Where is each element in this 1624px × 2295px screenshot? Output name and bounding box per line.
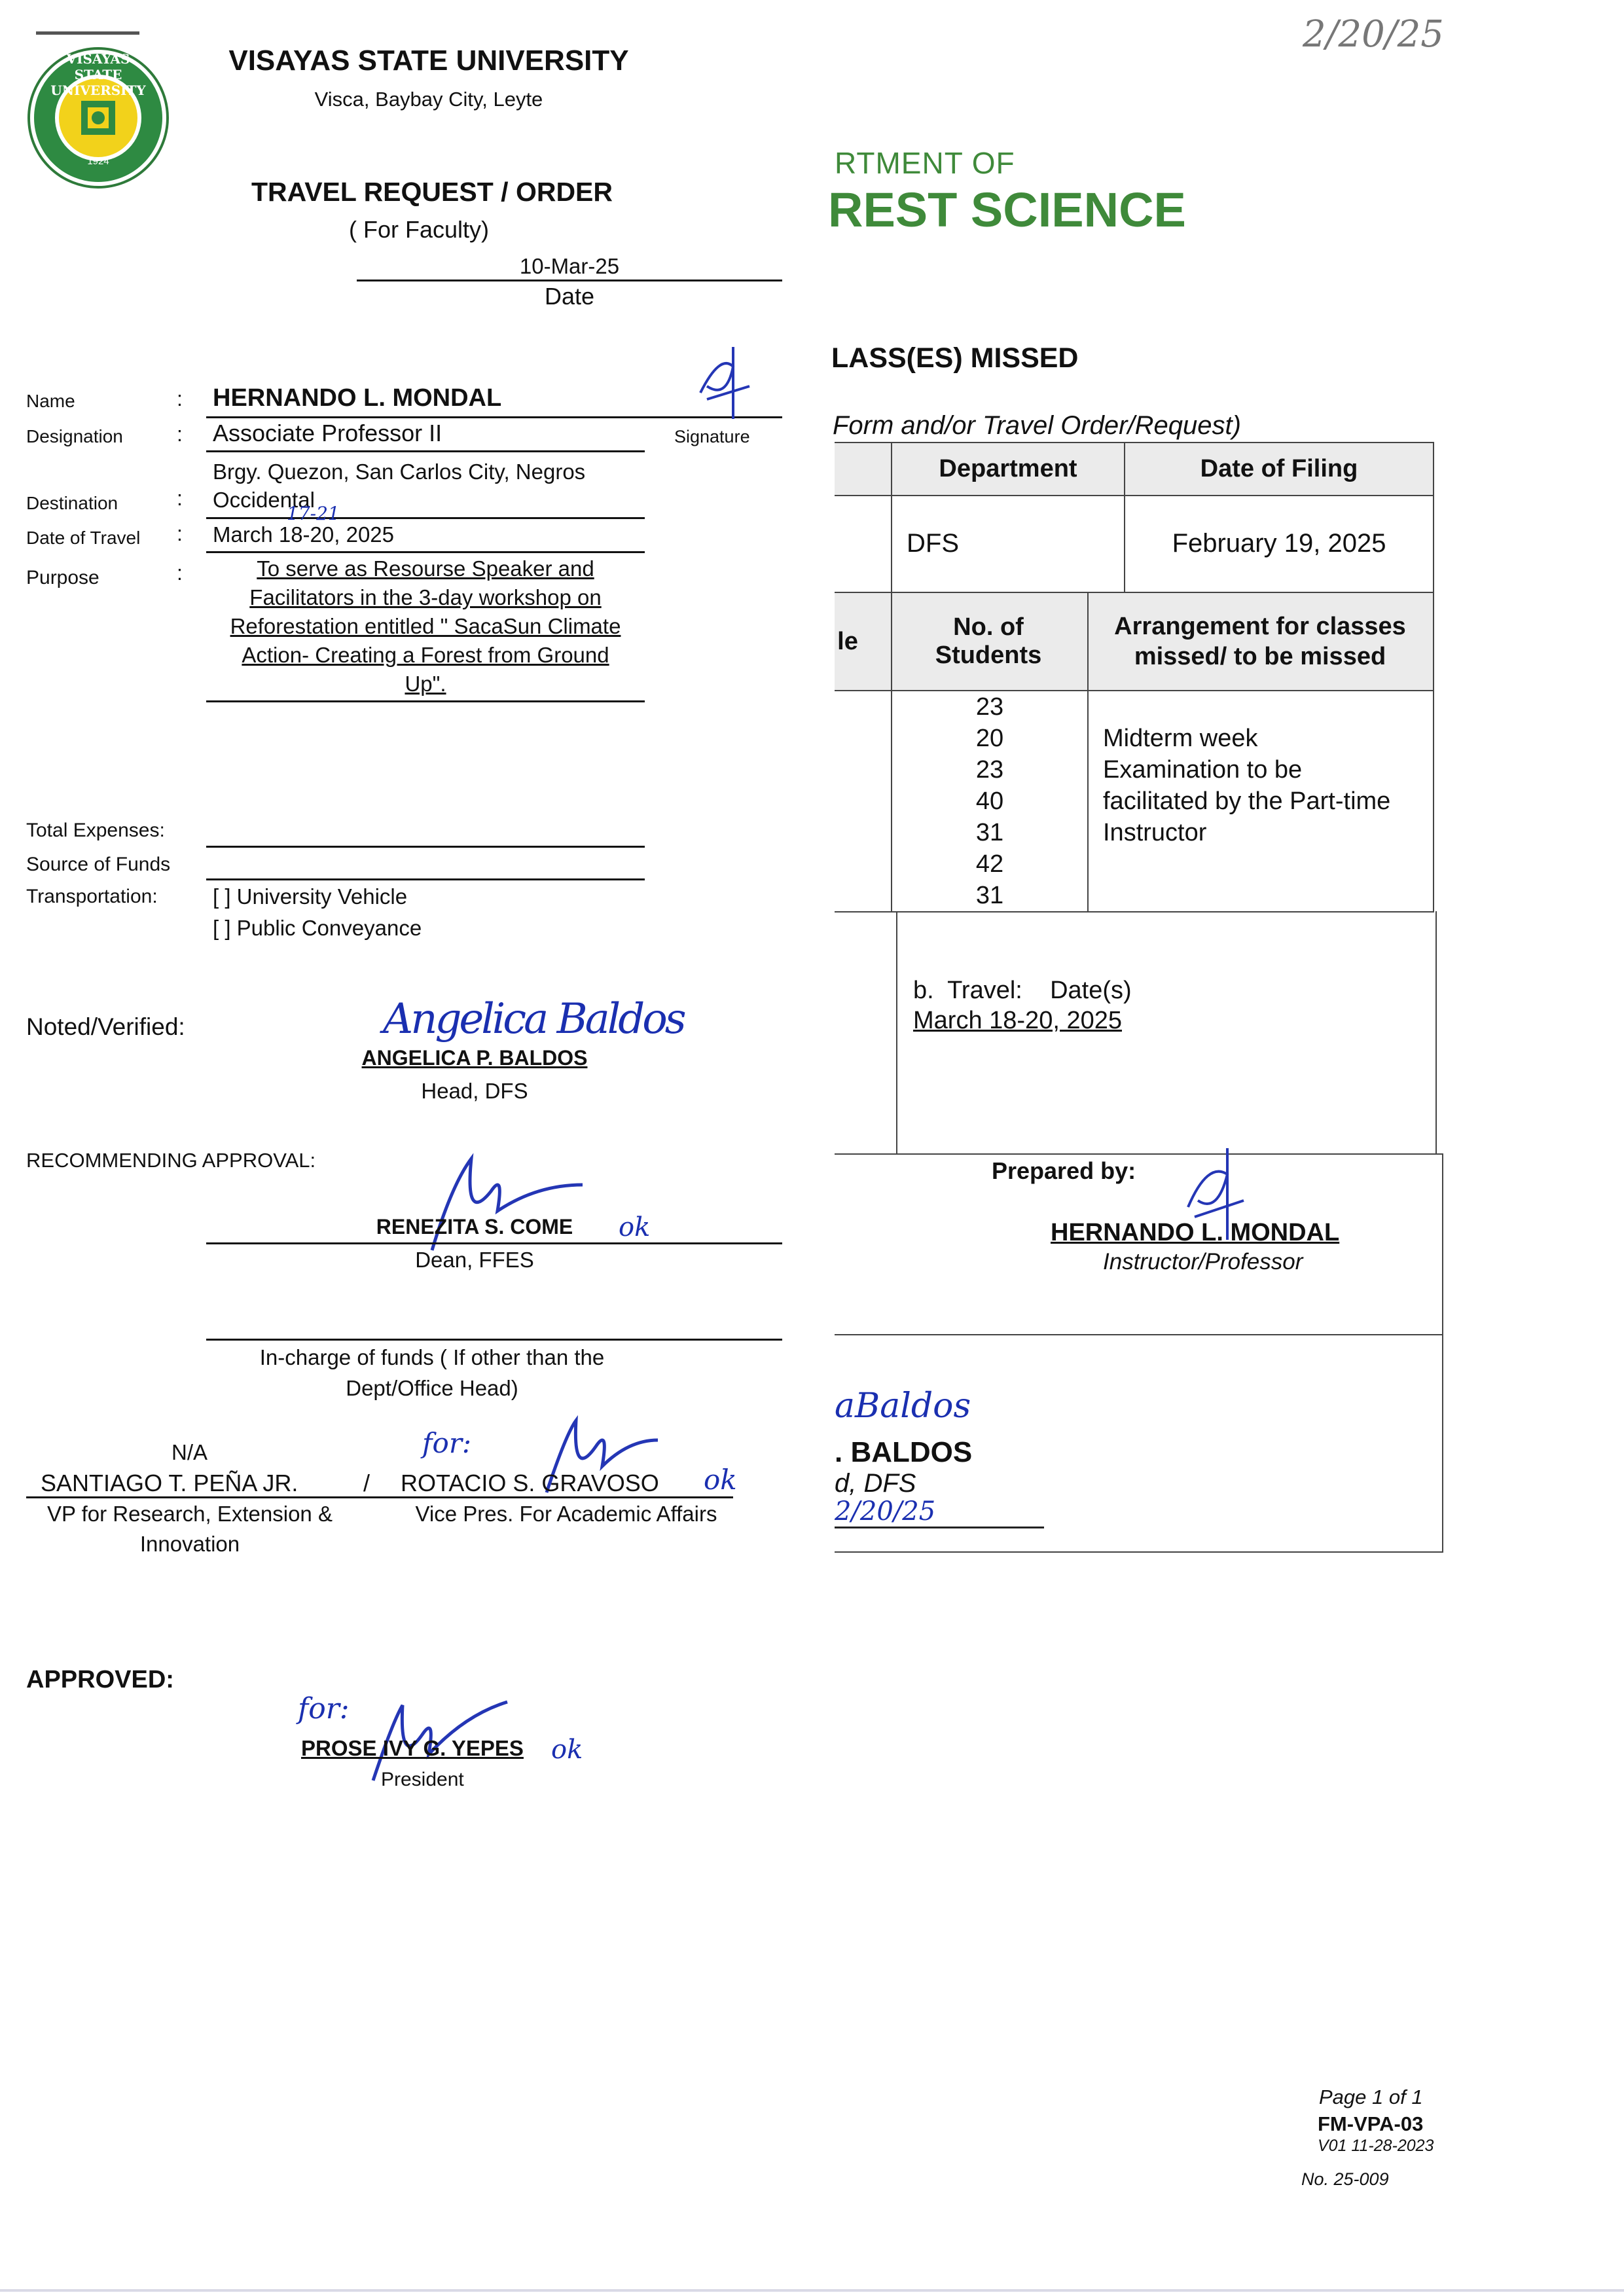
head-date: 2/20/25 [835, 1496, 936, 1527]
department-value: DFS [907, 529, 959, 558]
university-name: VISAYAS STATE UNIVERSITY [228, 45, 629, 77]
seal-year: 1924 [87, 156, 109, 167]
travel-label: b. Travel: Date(s) [913, 977, 1132, 1004]
option-university-vehicle[interactable]: [ ] University Vehicle [213, 884, 408, 909]
student-count: 23 [975, 756, 1004, 784]
purpose-underline [206, 700, 645, 702]
prepared-title: Instructor/Professor [1103, 1249, 1303, 1274]
students-list [892, 691, 1087, 911]
back-section-title: LASS(ES) MISSED [831, 342, 1079, 374]
prepared-label: Prepared by: [992, 1157, 1136, 1184]
destination-label: Destination [26, 493, 118, 513]
back-table-row-1 [835, 495, 1434, 593]
student-count: 31 [975, 882, 1004, 909]
name-value: HERNANDO L. MONDAL [213, 384, 502, 412]
head-signature: aBaldos [835, 1386, 971, 1426]
purpose-label: Purpose [26, 567, 99, 588]
na-label: N/A [171, 1440, 208, 1464]
back-table-travel [835, 911, 1437, 1155]
vp-academic-initial: ok [704, 1464, 737, 1496]
approved-label: APPROVED: [26, 1666, 174, 1693]
vp-research-title-1: VP for Research, Extension & [47, 1502, 333, 1526]
arrangement-line: Instructor [1103, 819, 1207, 846]
footer-page: Page 1 of 1 [1319, 2086, 1423, 2108]
noted-title: Head, DFS [421, 1079, 528, 1103]
vp-academic-title: Vice Pres. For Academic Affairs [415, 1502, 717, 1526]
noted-name: ANGELICA P. BALDOS [361, 1046, 588, 1070]
total-expenses-label: Total Expenses: [26, 820, 165, 841]
travel-dates: March 18-20, 2025 [913, 1007, 1122, 1034]
purpose-line-2: Facilitators in the 3-day workshop on [249, 585, 602, 609]
back-subtitle: Form and/or Travel Order/Request) [833, 411, 1241, 440]
bottom-rule [0, 2289, 1624, 2292]
colon: : [177, 561, 183, 585]
col-arrangement: Arrangement for classes missed/ to be missed [1114, 613, 1406, 670]
dean-underline [206, 1242, 782, 1244]
dean-initial: ok [619, 1212, 651, 1242]
president-initial: ok [551, 1735, 583, 1765]
colon: : [177, 387, 183, 410]
destination-underline [206, 517, 645, 519]
back-table-prepared [835, 1153, 1443, 1335]
back-dept-line1: RTMENT OF [835, 146, 1015, 180]
destination-line1: Brgy. Quezon, San Carlos City, Negros [213, 460, 586, 484]
date-filing-value: February 19, 2025 [1172, 528, 1386, 558]
col-students: No. of Students [935, 613, 1042, 669]
back-dept-line2: REST SCIENCE [828, 183, 1186, 237]
col-date-filing: Date of Filing [1200, 455, 1358, 482]
funds-line [206, 1339, 782, 1341]
student-count: 23 [975, 693, 1004, 721]
travel-date-correction: 17-21 [287, 503, 340, 524]
source-of-funds-label: Source of Funds [26, 854, 171, 875]
colon: : [177, 422, 183, 446]
for-mark-vp: for: [422, 1427, 472, 1459]
date-value: 10-Mar-25 [519, 254, 620, 278]
top-rule [36, 31, 139, 35]
student-count: 42 [975, 850, 1004, 878]
designation-value: Associate Professor II [213, 420, 442, 446]
vp-underline [26, 1496, 733, 1498]
transportation-label: Transportation: [26, 886, 158, 907]
student-count: 20 [975, 725, 1004, 752]
designation-label: Designation [26, 426, 123, 446]
president-title: President [381, 1769, 464, 1790]
footer-version: V01 11-28-2023 [1318, 2137, 1434, 2155]
head-name: . BALDOS [835, 1436, 973, 1468]
arrangement-line: facilitated by the Part-time [1103, 787, 1391, 815]
back-table-header-1 [835, 442, 1434, 496]
dean-title: Dean, FFES [415, 1248, 534, 1272]
form-subtitle: ( For Faculty) [348, 216, 489, 243]
designation-underline [206, 450, 645, 452]
purpose-line-3: Reforestation entitled " SacaSun Climate [230, 614, 621, 638]
name-signature [694, 340, 753, 441]
president-name: PROSE IVY G. YEPES [301, 1736, 524, 1760]
date-underline [357, 280, 782, 281]
back-table-head [835, 1334, 1443, 1553]
footer-form-code: FM-VPA-03 [1318, 2112, 1424, 2135]
purpose-line-1: To serve as Resourse Speaker and [257, 556, 594, 581]
travel-date-value: March 18-20, 2025 [213, 522, 395, 547]
for-mark-president: for: [298, 1692, 350, 1726]
name-label: Name [26, 391, 75, 411]
form-title: TRAVEL REQUEST / ORDER [251, 177, 613, 207]
student-count: 31 [975, 819, 1004, 846]
date-label: Date [544, 283, 595, 310]
footer-number: No. 25-009 [1301, 2169, 1389, 2189]
funds-label-1: In-charge of funds ( If other than the [259, 1345, 605, 1369]
col-department: Department [939, 455, 1077, 482]
source-of-funds-line [206, 878, 645, 880]
colon: : [177, 522, 183, 545]
total-expenses-line [206, 846, 645, 848]
dean-name: RENEZITA S. COME [376, 1215, 573, 1238]
back-table-row-2 [835, 690, 1434, 913]
name-separator: / [363, 1470, 370, 1496]
travel-date-underline [206, 551, 645, 553]
back-table-header-2 [835, 592, 1434, 691]
purpose-line-4: Action- Creating a Forest from Ground [242, 643, 609, 667]
prepared-name: HERNANDO L. MONDAL [1051, 1219, 1340, 1246]
student-count: 40 [975, 787, 1004, 815]
seal-text: VISAYAS STATE UNIVERSITY [50, 51, 146, 98]
destination-line2: Occidental [213, 488, 315, 512]
col-partial: le [837, 627, 858, 655]
vp-research-name: SANTIAGO T. PEÑA JR. [41, 1470, 298, 1496]
recommending-label: RECOMMENDING APPROVAL: [26, 1149, 316, 1172]
noted-label: Noted/Verified: [26, 1013, 185, 1040]
arrangement-text [1103, 723, 1390, 848]
option-public-conveyance[interactable]: [ ] Public Conveyance [213, 916, 422, 940]
corner-handwritten-date: 2/20/25 [1303, 13, 1444, 56]
signature-label: Signature [674, 427, 750, 446]
arrangement-line: Examination to be [1103, 756, 1303, 784]
arrangement-line: Midterm week [1103, 725, 1258, 752]
vp-academic-name: ROTACIO S. GRAVOSO [401, 1470, 659, 1496]
travel-date-label: Date of Travel [26, 528, 141, 548]
colon: : [177, 486, 183, 510]
head-title: d, DFS [835, 1469, 916, 1498]
vp-research-title-2: Innovation [139, 1532, 240, 1556]
university-seal [26, 46, 170, 190]
purpose-line-5: Up". [405, 672, 446, 696]
noted-signature: Angelica Baldos [383, 995, 684, 1043]
university-address: Visca, Baybay City, Leyte [314, 88, 543, 111]
funds-label-2: Dept/Office Head) [346, 1376, 518, 1400]
